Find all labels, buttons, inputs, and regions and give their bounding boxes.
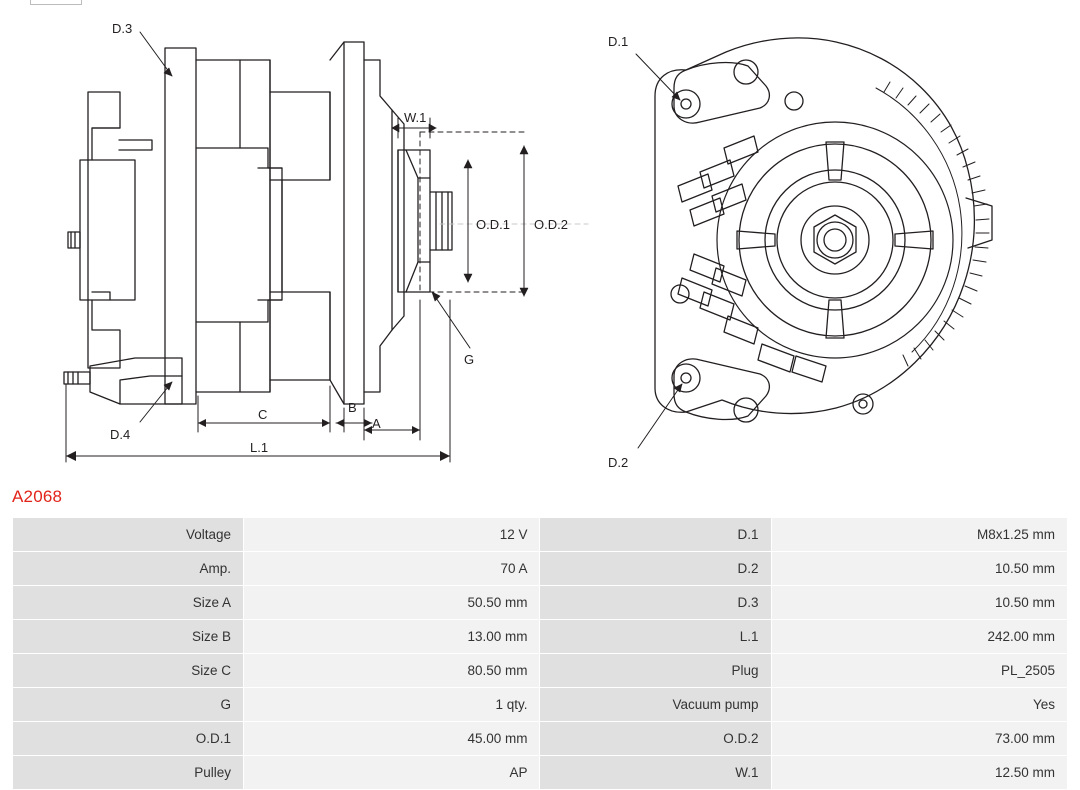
spec-value: M8x1.25 mm	[771, 518, 1067, 552]
spec-label: D.3	[540, 586, 771, 620]
spec-label: Vacuum pump	[540, 688, 771, 722]
table-row	[13, 586, 1068, 620]
label-g: G	[464, 352, 475, 367]
spec-value: 50.50 mm	[244, 586, 540, 620]
spec-value: PL_2505	[771, 654, 1067, 688]
spec-value: 10.50 mm	[771, 552, 1067, 586]
spec-label: O.D.1	[13, 722, 244, 756]
table-row	[13, 688, 1068, 722]
spec-value: 80.50 mm	[244, 654, 540, 688]
spec-value: 1 qty.	[244, 688, 540, 722]
label-d4: D.4	[110, 427, 131, 442]
label-d2: D.2	[608, 455, 629, 470]
label-od1: O.D.1	[476, 217, 510, 232]
table-row	[13, 552, 1068, 586]
label-a: A	[372, 416, 381, 431]
spec-label: O.D.2	[540, 722, 771, 756]
spec-label: Size A	[13, 586, 244, 620]
spec-label: D.2	[540, 552, 771, 586]
spec-value: 10.50 mm	[771, 586, 1067, 620]
part-code: A2068	[12, 487, 63, 506]
spec-label: G	[13, 688, 244, 722]
spec-value: 45.00 mm	[244, 722, 540, 756]
table-row	[13, 654, 1068, 688]
spec-table-body	[13, 518, 1068, 790]
spec-value: 70 A	[244, 552, 540, 586]
spec-label: Pulley	[13, 756, 244, 790]
spec-label: Amp.	[13, 552, 244, 586]
table-row	[13, 620, 1068, 654]
specification-table	[12, 517, 1068, 790]
label-l1: L.1	[250, 440, 269, 455]
spec-label: D.1	[540, 518, 771, 552]
spec-label: Size C	[13, 654, 244, 688]
label-b: B	[348, 400, 357, 415]
label-d1: D.1	[608, 34, 629, 49]
spec-value: 13.00 mm	[244, 620, 540, 654]
spec-value: 73.00 mm	[771, 722, 1067, 756]
spec-label: L.1	[540, 620, 771, 654]
spec-value: 242.00 mm	[771, 620, 1067, 654]
label-d3: D.3	[112, 21, 133, 36]
label-w1: W.1	[404, 110, 427, 125]
spec-label: Voltage	[13, 518, 244, 552]
spec-label: Size B	[13, 620, 244, 654]
table-row	[13, 756, 1068, 790]
spec-label: W.1	[540, 756, 771, 790]
spec-value: AP	[244, 756, 540, 790]
spec-value: 12 V	[244, 518, 540, 552]
spec-label: Plug	[540, 654, 771, 688]
spec-value: 12.50 mm	[771, 756, 1067, 790]
table-row	[13, 722, 1068, 756]
table-row	[13, 518, 1068, 552]
label-c: C	[258, 407, 268, 422]
spec-value: Yes	[771, 688, 1067, 722]
label-od2: O.D.2	[534, 217, 568, 232]
